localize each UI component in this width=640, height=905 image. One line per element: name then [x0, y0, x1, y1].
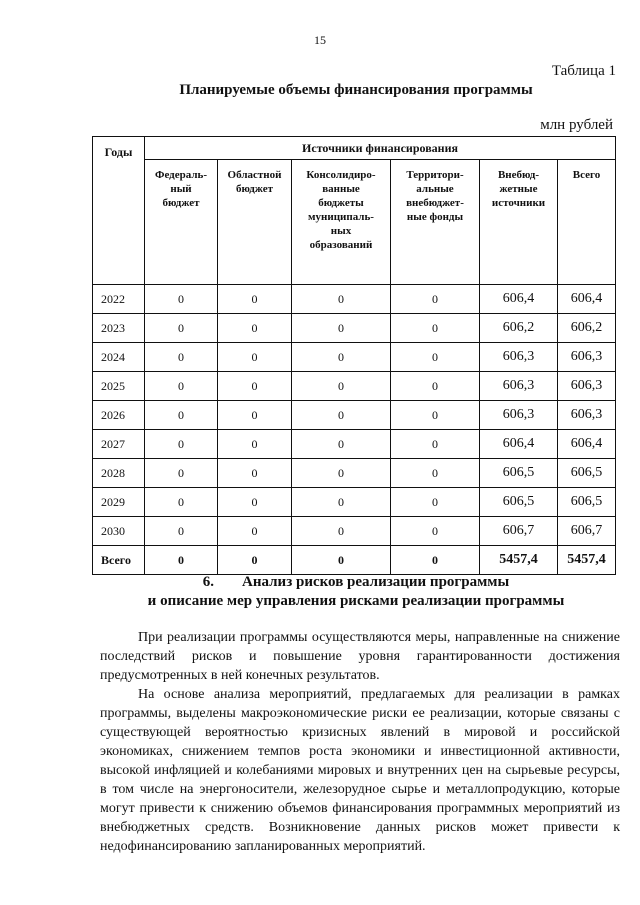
value-cell: 0	[218, 285, 292, 314]
value-cell: 606,4	[558, 285, 616, 314]
year-cell: 2027	[93, 430, 145, 459]
value-cell: 0	[145, 285, 218, 314]
year-cell: 2028	[93, 459, 145, 488]
value-cell: 0	[292, 488, 391, 517]
value-cell: 0	[292, 372, 391, 401]
value-cell: 0	[218, 401, 292, 430]
value-cell: 0	[391, 401, 480, 430]
column-header: Консолидиро- ванные бюджеты муниципаль- ных образований	[292, 160, 391, 285]
section-title-line2: и описание мер управления рисками реализации программы	[147, 593, 565, 609]
value-cell: 606,3	[558, 401, 616, 430]
year-cell: 2022	[93, 285, 145, 314]
value-cell: 0	[292, 546, 391, 575]
value-cell: 0	[218, 546, 292, 575]
value-cell: 0	[218, 343, 292, 372]
table-row	[93, 372, 616, 401]
value-cell: 0	[145, 372, 218, 401]
table-title: Планируемые объемы финансирования программы	[179, 82, 533, 98]
value-cell: 0	[292, 430, 391, 459]
value-cell: 0	[145, 488, 218, 517]
year-cell: 2023	[93, 314, 145, 343]
table-row	[93, 401, 616, 430]
paragraph-2: На основе анализа мероприятий, предлагаемых для реализации в рамках программы, выделены макроэкономические риски ее реализации, которые связаны с существующей вероятностью кризисных явлений в мировой и российской экономиках, снижением темпов роста экономики и инвестиционной активности, высокой инфляцией и колебаниями мировых и внутренних цен на сырьевые ресурсы, в том числе на энергоносители, железорудное сырье и металлопродукцию, которые могут привести к снижению объемов финансирования программных мероприятий из внебюджетных средств. Возникновение данных рисков может привести к недофинансированию запланированных мероприятий.	[100, 687, 620, 854]
table-row	[93, 343, 616, 372]
value-cell: 0	[218, 517, 292, 546]
column-header: Территори- альные внебюджет- ные фонды	[391, 160, 480, 285]
value-cell: 0	[391, 372, 480, 401]
value-cell: 606,4	[558, 430, 616, 459]
value-cell: 0	[391, 488, 480, 517]
value-cell: 0	[145, 430, 218, 459]
value-cell: 606,2	[558, 314, 616, 343]
value-cell: 606,5	[558, 459, 616, 488]
value-cell: 0	[218, 372, 292, 401]
value-cell: 606,7	[480, 517, 558, 546]
table-row	[93, 430, 616, 459]
year-cell: 2029	[93, 488, 145, 517]
value-cell: 606,7	[558, 517, 616, 546]
value-cell: 0	[292, 343, 391, 372]
value-cell: 606,3	[480, 372, 558, 401]
section-heading	[0, 573, 640, 611]
page-number: 15	[314, 33, 326, 47]
value-cell: 0	[292, 314, 391, 343]
paragraph-1: При реализации программы осуществляются меры, направленные на снижение последствий рисков и повышение уровня гарантированности достижения предусмотренных в ней конечных результатов.	[100, 630, 620, 683]
value-cell: 0	[391, 459, 480, 488]
value-cell: 0	[145, 343, 218, 372]
value-cell: 0	[218, 430, 292, 459]
year-cell: 2026	[93, 401, 145, 430]
table-row	[93, 459, 616, 488]
value-cell: 606,3	[480, 401, 558, 430]
value-cell: 606,5	[480, 459, 558, 488]
financing-table	[92, 136, 616, 575]
column-header: Внебюд- жетные источники	[480, 160, 558, 285]
table-row	[93, 517, 616, 546]
section-title-line1: Анализ рисков реализации программы	[242, 574, 510, 590]
value-cell: 0	[145, 314, 218, 343]
value-cell: 606,5	[480, 488, 558, 517]
table-row	[93, 488, 616, 517]
value-cell: 0	[391, 314, 480, 343]
value-cell: 0	[218, 314, 292, 343]
table-label: Таблица 1	[551, 63, 616, 79]
value-cell: 0	[145, 401, 218, 430]
year-cell: 2025	[93, 372, 145, 401]
value-cell: 606,4	[480, 430, 558, 459]
total-label: Всего	[93, 546, 145, 575]
value-cell: 0	[292, 517, 391, 546]
year-cell: 2024	[93, 343, 145, 372]
section-number: 6.	[202, 574, 215, 590]
column-header: Областной бюджет	[218, 160, 292, 285]
value-cell: 0	[391, 430, 480, 459]
value-cell: 606,5	[558, 488, 616, 517]
units-label: млн рублей	[540, 117, 613, 133]
value-cell: 606,3	[480, 343, 558, 372]
column-header: Всего	[558, 160, 616, 285]
value-cell: 0	[292, 459, 391, 488]
value-cell: 5457,4	[558, 546, 616, 575]
value-cell: 0	[391, 546, 480, 575]
year-cell: 2030	[93, 517, 145, 546]
value-cell: 0	[145, 517, 218, 546]
value-cell: 0	[145, 546, 218, 575]
value-cell: 0	[391, 343, 480, 372]
header-years: Годы	[93, 137, 145, 285]
value-cell: 0	[391, 285, 480, 314]
table-row	[93, 314, 616, 343]
value-cell: 0	[218, 459, 292, 488]
value-cell: 5457,4	[480, 546, 558, 575]
value-cell: 0	[292, 285, 391, 314]
header-sources: Источники финансирования	[145, 137, 616, 160]
table-row	[93, 285, 616, 314]
value-cell: 0	[292, 401, 391, 430]
column-header: Федераль- ный бюджет	[145, 160, 218, 285]
value-cell: 606,3	[558, 343, 616, 372]
table-total-row	[93, 546, 616, 575]
value-cell: 0	[391, 517, 480, 546]
value-cell: 606,4	[480, 285, 558, 314]
value-cell: 0	[218, 488, 292, 517]
value-cell: 0	[145, 459, 218, 488]
value-cell: 606,3	[558, 372, 616, 401]
value-cell: 606,2	[480, 314, 558, 343]
